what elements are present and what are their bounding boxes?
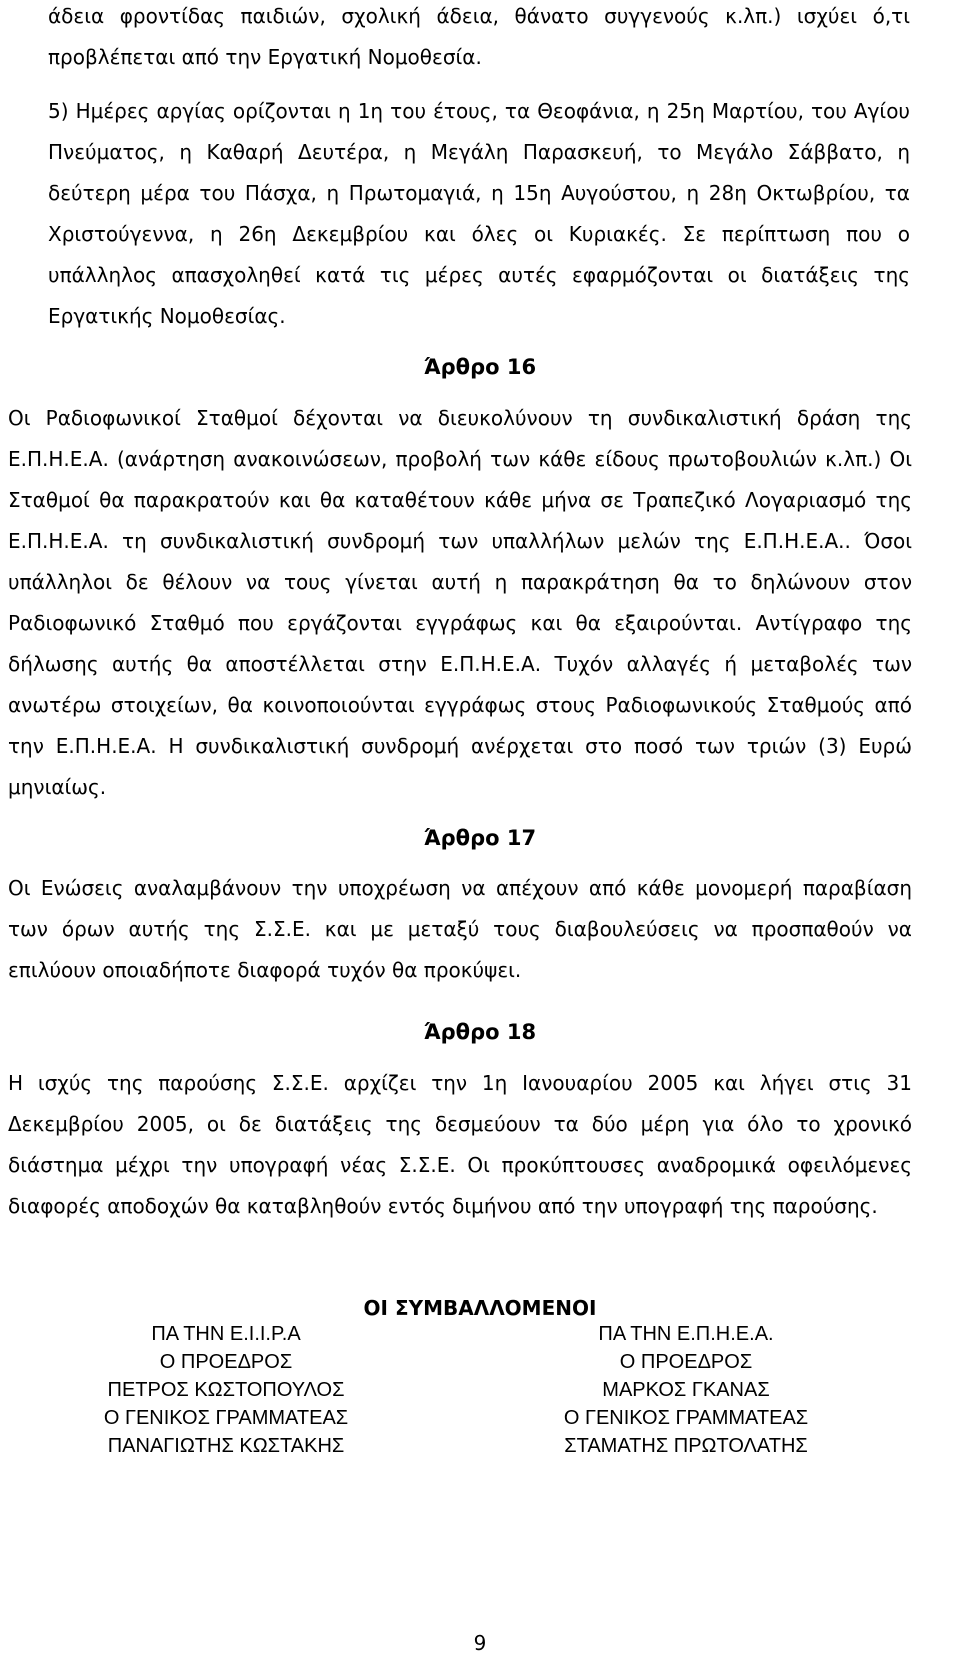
intro-continuation-paragraph: άδεια φροντίδας παιδιών, σχολική άδεια, θάνατο συγγενούς κ.λπ.) ισχύει ό,τι προβλέπεται από την Εργατική Νομοθεσία. — [48, 4, 910, 69]
right-signatory-role-president: Ο ΠΡΟΕΔΡΟΣ — [619, 1351, 753, 1373]
right-signatory-name-president: ΜΑΡΚΟΣ ΓΚΑΝΑΣ — [602, 1379, 770, 1401]
left-signatory-org: ΠΑ ΤΗΝ Ε.Ι.Ι.Ρ.Α — [151, 1323, 301, 1345]
left-signatory-role-secretary: Ο ΓΕΝΙΚΟΣ ΓΡΑΜΜΑΤΕΑΣ — [103, 1407, 349, 1429]
article-16-body: Οι Ραδιοφωνικοί Σταθμοί δέχονται να διευκολύνουν τη συνδικαλιστική δράση της Ε.Π.Η.Ε.Α. (ανάρτηση ανακοινώσεων, προβολή των κάθε είδους πρωτοβουλιών κ.λπ.) Οι Σταθμοί θα παρακρατούν και θα καταθέτουν κάθε μήνα σε Τραπεζικό Λογαριασμό της Ε.Π.Η.Ε.Α. τη συνδικαλιστική συνδρομή των υπαλλήλων μελών της Ε.Π.Η.Ε.Α.. Όσοι υπάλληλοι δε θέλουν να τους γίνεται αυτή η παρακράτηση θα το δηλώνουν στον Ραδιοφωνικό Σταθμό που εργάζονται εγγράφως και θα εξαιρούνται. Αντίγραφο της δήλωσης αυτής θα αποστέλλεται στην Ε.Π.Η.Ε.Α. Τυχόν αλλαγές ή μεταβολές των ανωτέρω στοιχείων, θα κοινοποιούνται εγγράφως στους Ραδιοφωνικούς Σταθμούς από την Ε.Π.Η.Ε.Α. Η συνδικαλιστική συνδρομή ανέρχεται στο ποσό των τριών (3) Ευρώ μηνιαίως. — [8, 406, 912, 799]
holidays-paragraph: 5) Ημέρες αργίας ορίζονται η 1η του έτους, τα Θεοφάνια, η 25η Μαρτίου, του Αγίου Πνεύματος, η Καθαρή Δευτέρα, η Μεγάλη Παρασκευή, το Μεγάλο Σάββατο, η δεύτερη μέρα του Πάσχα, η Πρωτομαγιά, η 15η Αυγούστου, η 28η Οκτωβρίου, τα Χριστούγεννα, η 26η Δεκεμβρίου και όλες οι Κυριακές. Σε περίπτωση που ο υπάλληλος απασχοληθεί κατά τις μέρες αυτές εφαρμόζονται οι διατάξεις της Εργατικής Νομοθεσίας. — [48, 99, 910, 328]
right-signatory-name-secretary: ΣΤΑΜΑΤΗΣ ΠΡΩΤΟΛΑΤΗΣ — [564, 1435, 808, 1457]
right-signatory-block — [516, 1320, 856, 1460]
right-signatory-org: ΠΑ ΤΗΝ Ε.Π.Η.Ε.Α. — [598, 1323, 774, 1345]
page-number: 9 — [473, 1631, 487, 1655]
article-17-body: Οι Ενώσεις αναλαμβάνουν την υποχρέωση να απέχουν από κάθε μονομερή παραβίαση των όρων αυτής της Σ.Σ.Ε. και με μεταξύ τους διαβουλεύσεις να προσπαθούν να επιλύουν οποιαδήποτε διαφορά τυχόν θα προκύψει. — [8, 876, 912, 982]
article-16-heading: Άρθρο 16 — [423, 355, 537, 379]
left-signatory-role-president: Ο ΠΡΟΕΔΡΟΣ — [159, 1351, 293, 1373]
left-signatory-name-president: ΠΕΤΡΟΣ ΚΩΣΤΟΠΟΥΛΟΣ — [107, 1379, 345, 1401]
article-17-heading: Άρθρο 17 — [423, 826, 537, 850]
left-signatory-block — [56, 1320, 396, 1460]
signatories-title: ΟΙ ΣΥΜΒΑΛΛΟΜΕΝΟΙ — [363, 1296, 597, 1320]
article-18-body: Η ισχύς της παρούσης Σ.Σ.Ε. αρχίζει την 1η Ιανουαρίου 2005 και λήγει στις 31 Δεκεμβρίου 2005, οι δε διατάξεις της δεσμεύουν τα δύο μέρη για όλο το χρονικό διάστημα μέχρι την υπογραφή νέας Σ.Σ.Ε. Οι προκύπτουσες αναδρομικά οφειλόμενες διαφορές αποδοχών θα καταβληθούν εντός διμήνου από την υπογραφή της παρούσης. — [8, 1071, 912, 1218]
right-signatory-role-secretary: Ο ΓΕΝΙΚΟΣ ΓΡΑΜΜΑΤΕΑΣ — [563, 1407, 809, 1429]
article-18-heading: Άρθρο 18 — [423, 1020, 537, 1044]
left-signatory-name-secretary: ΠΑΝΑΓΙΩΤΗΣ ΚΩΣΤΑΚΗΣ — [107, 1435, 345, 1457]
